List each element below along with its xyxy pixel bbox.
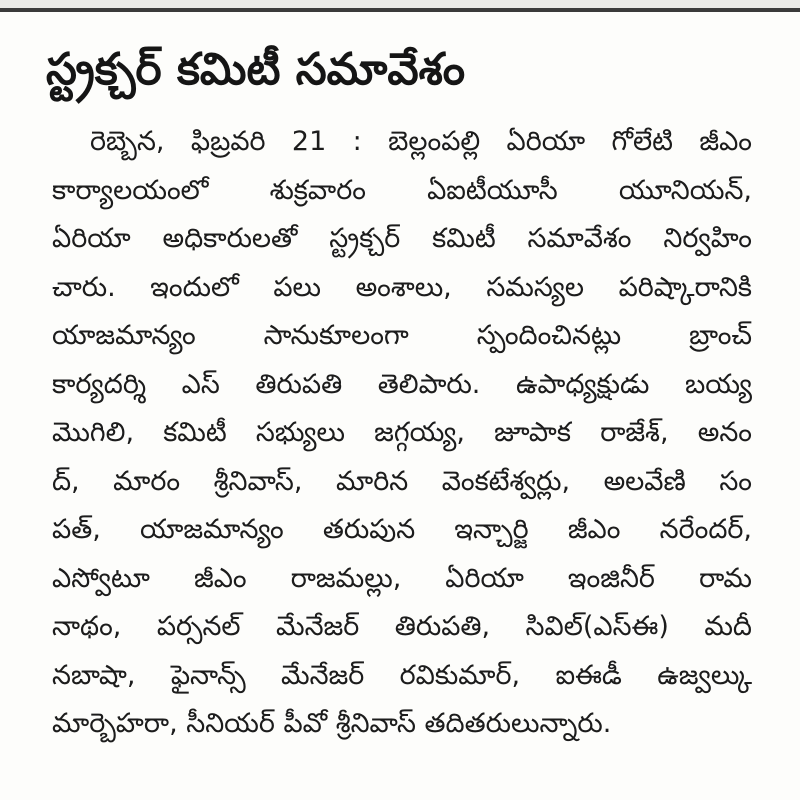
body-line: కార్యదర్శి ఎస్ తిరుపతి తెలిపారు. ఉపాధ్యక్షుడు బయ్య <box>52 368 752 400</box>
body-line: మొగిలి, కమిటీ సభ్యులు జగ్గయ్య, జూపాక రాజేశ్, అనం <box>52 417 752 448</box>
next-article-headline-fragment <box>54 776 794 800</box>
article-body <box>52 118 752 749</box>
body-line: పత్, యాజమాన్యం తరుపున ఇన్చార్జి జీఎం నరేందర్, <box>52 514 752 545</box>
body-line: నాథం, పర్సనల్ మేనేజర్ తిరుపతి, సివిల్(ఎస్ఈ) మదీ <box>52 611 752 642</box>
body-line: ఏరియా అధికారులతో స్ట్రక్చర్ కమిటీ సమావేశం నిర్వహిం <box>52 223 752 254</box>
body-line: ద్, మారం శ్రీనివాస్, మారిన వెంకటేశ్వర్లు, అలవేణి సం <box>52 465 752 497</box>
body-line: యాజమాన్యం సానుకూలంగా స్పందించినట్లు బ్రాంచ్ <box>52 320 752 351</box>
article-headline: స్ట్రక్చర్ కమిటీ సమావేశం <box>46 44 466 95</box>
body-line: చారు. ఇందులో పలు అంశాలు, సమస్యల పరిష్కారానికి <box>52 271 752 303</box>
body-line: మార్బెహరా, సీనియర్ పీవో శ్రీనివాస్ తదితరులున్నారు. <box>52 708 612 739</box>
previous-article-edge <box>0 0 800 8</box>
body-line: రెబ్బెన, ఫిబ్రవరి 21 : బెల్లంపల్లి ఏరియా గోలేటి జీఎం <box>90 126 752 157</box>
body-line: నబాషా, ఫైనాన్స్ మేనేజర్ రవికుమార్, ఐఈడీ ఉజ్వల్కు <box>52 659 752 691</box>
body-line: ఎస్వోటూ జీఎం రాజమల్లు, ఏరియా ఇంజినీర్ రామ <box>52 562 752 594</box>
column-rule <box>0 8 800 12</box>
body-line: కార్యాలయంలో శుక్రవారం ఏఐటీయూసీ యూనియన్, <box>52 174 752 206</box>
